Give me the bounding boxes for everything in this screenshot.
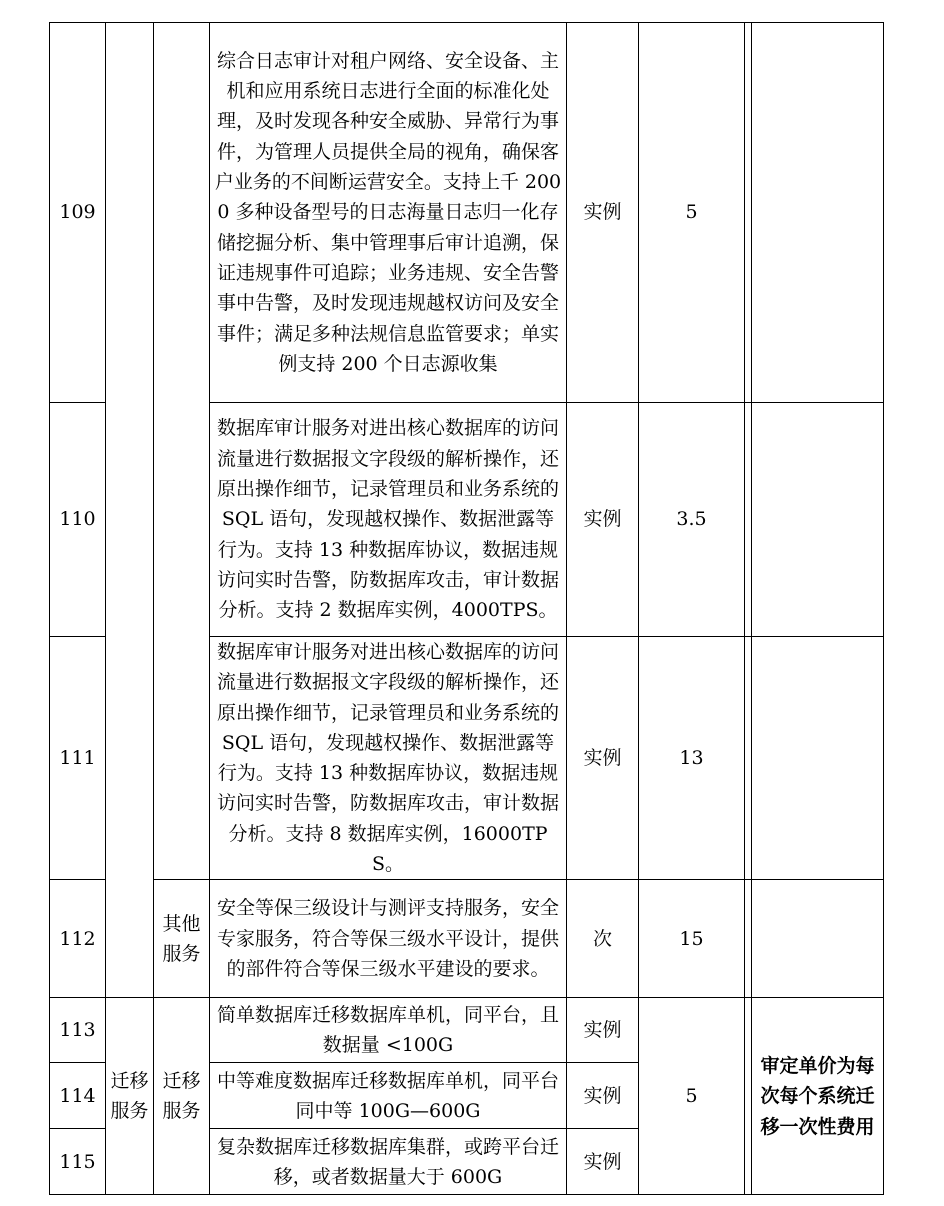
spacer-cell — [745, 23, 752, 403]
price-cell: 5 — [639, 23, 745, 403]
note-cell — [752, 637, 884, 880]
spacer-cell — [745, 998, 752, 1195]
note-cell: 审定单价为每次每个系统迁移一次性费用 — [752, 998, 884, 1195]
table-row — [50, 23, 884, 403]
description-cell: 简单数据库迁移数据库单机，同平台，且数据量 <100G — [210, 998, 567, 1063]
subcategory-cell: 迁移服务 — [154, 998, 210, 1195]
price-cell: 3.5 — [639, 403, 745, 637]
unit-cell: 实例 — [567, 1129, 639, 1195]
spacer-cell — [745, 403, 752, 637]
note-cell — [752, 880, 884, 998]
table-row — [50, 880, 884, 998]
row-number: 109 — [50, 23, 106, 403]
spacer-cell — [745, 637, 752, 880]
price-cell: 13 — [639, 637, 745, 880]
table-row — [50, 998, 884, 1063]
row-number: 114 — [50, 1063, 106, 1129]
row-number: 111 — [50, 637, 106, 880]
row-number: 115 — [50, 1129, 106, 1195]
unit-cell: 次 — [567, 880, 639, 998]
description-cell: 安全等保三级设计与测评支持服务，安全专家服务，符合等保三级水平设计，提供的部件符合等保三级水平建设的要求。 — [210, 880, 567, 998]
description-cell: 复杂数据库迁移数据库集群，或跨平台迁移，或者数据量大于 600G — [210, 1129, 567, 1195]
note-cell — [752, 403, 884, 637]
description-cell: 中等难度数据库迁移数据库单机，同平台同中等 100G—600G — [210, 1063, 567, 1129]
category-cell: 迁移服务 — [106, 998, 154, 1195]
unit-cell: 实例 — [567, 998, 639, 1063]
price-cell: 15 — [639, 880, 745, 998]
row-number: 112 — [50, 880, 106, 998]
row-number: 110 — [50, 403, 106, 637]
unit-cell: 实例 — [567, 637, 639, 880]
unit-cell: 实例 — [567, 403, 639, 637]
row-number: 113 — [50, 998, 106, 1063]
spacer-cell — [745, 880, 752, 998]
unit-cell: 实例 — [567, 23, 639, 403]
note-cell — [752, 23, 884, 403]
service-price-table — [49, 22, 884, 1195]
category-cell — [106, 23, 154, 998]
description-cell: 综合日志审计对租户网络、安全设备、主机和应用系统日志进行全面的标准化处理，及时发现各种安全威胁、异常行为事件，为管理人员提供全局的视角，确保客户业务的不间断运营安全。支持上千 2000 多种设备型号的日志海量日志归一化存储挖掘分析、集中管理事后审计追溯，保证违规事件可追踪；业务违规、安全告警事中告警，及时发现违规越权访问及安全事件；满足多种法规信息监管要求；单实例支持 200 个日志源收集 — [210, 23, 567, 403]
description-cell: 数据库审计服务对进出核心数据库的访问流量进行数据报文字段级的解析操作，还原出操作细节，记录管理员和业务系统的 SQL 语句，发现越权操作、数据泄露等行为。支持 13 种数据库协议，数据违规访问实时告警，防数据库攻击，审计数据分析。支持 8 数据库实例，16000TPS。 — [210, 637, 567, 880]
subcategory-cell: 其他服务 — [154, 880, 210, 998]
subcategory-cell — [154, 23, 210, 880]
price-cell: 5 — [639, 998, 745, 1195]
unit-cell: 实例 — [567, 1063, 639, 1129]
description-cell: 数据库审计服务对进出核心数据库的访问流量进行数据报文字段级的解析操作，还原出操作细节，记录管理员和业务系统的 SQL 语句，发现越权操作、数据泄露等行为。支持 13 种数据库协议，数据违规访问实时告警，防数据库攻击，审计数据分析。支持 2 数据库实例，4000TPS。 — [210, 403, 567, 637]
